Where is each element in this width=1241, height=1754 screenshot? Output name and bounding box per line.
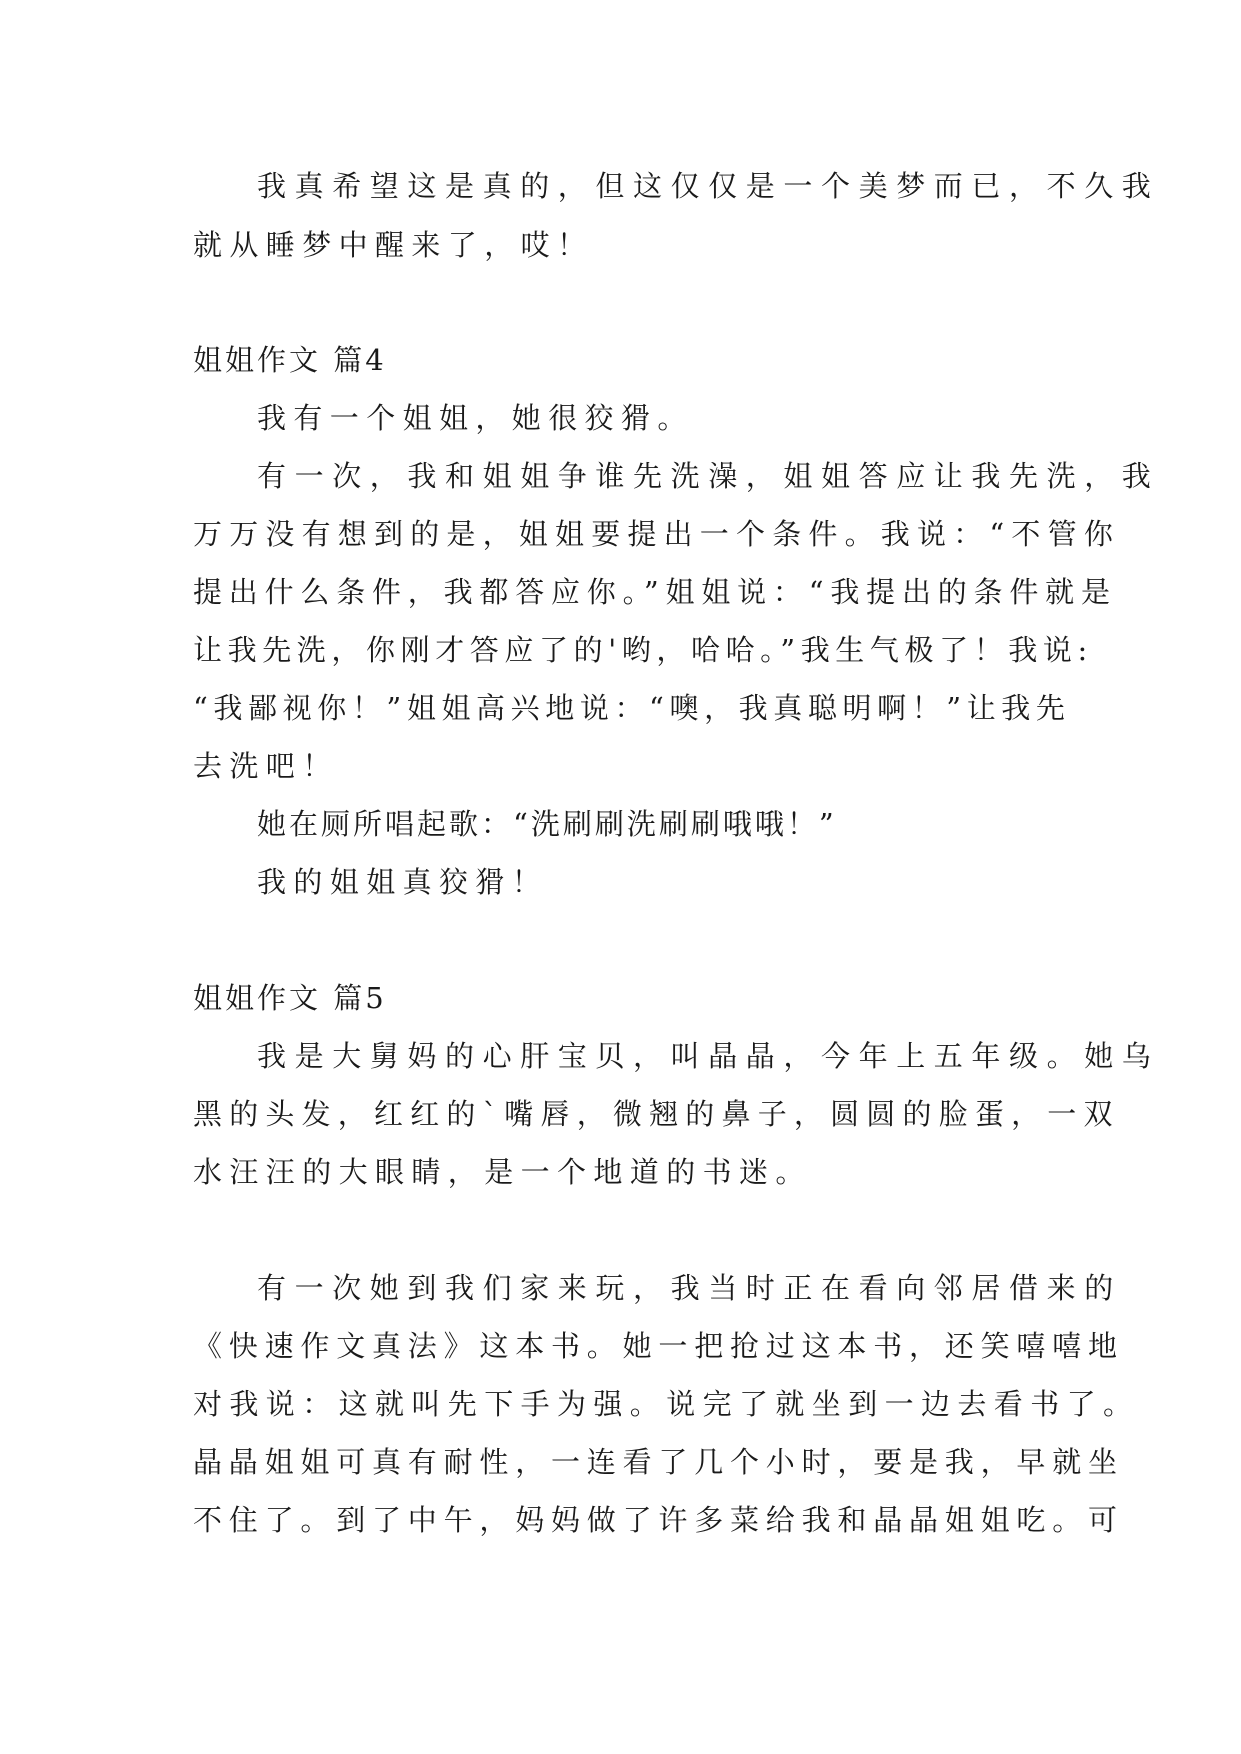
paragraph-line: “我鄙视你！”姐姐高兴地说：“噢，我真聪明啊！”让我先 (193, 691, 1071, 725)
section-heading: 姐姐作文 篇5 (193, 981, 387, 1015)
section-heading: 姐姐作文 篇4 (193, 343, 387, 377)
paragraph-line: 她在厕所唱起歌：“洗刷刷洗刷刷哦哦！” (257, 807, 837, 841)
paragraph-line: 就从睡梦中醒来了，哎！ (193, 228, 594, 262)
paragraph-line: 提出什么条件，我都答应你。”姐姐说：“我提出的条件就是 (193, 575, 1117, 609)
paragraph-line: 不住了。到了中午，妈妈做了许多菜给我和晶晶姐姐吃。可 (193, 1503, 1124, 1537)
paragraph-line: 让我先洗，你刚才答应了的'哟，哈哈。”我生气极了！我说: (193, 633, 1093, 667)
paragraph-line: 《快速作文真法》这本书。她一把抢过这本书，还笑嘻嘻地 (193, 1329, 1124, 1363)
paragraph-line: 对我说：这就叫先下手为强。说完了就坐到一边去看书了。 (193, 1387, 1140, 1421)
paragraph-line: 万万没有想到的是，姐姐要提出一个条件。我说：“不管你 (193, 517, 1121, 551)
paragraph-line: 水汪汪的大眼睛，是一个地道的书迷。 (193, 1155, 812, 1189)
paragraph-line: 我的姐姐真狡猾！ (257, 865, 549, 899)
paragraph-line: 我是大舅妈的心肝宝贝，叫晶晶，今年上五年级。她乌 (257, 1039, 1160, 1073)
paragraph-line: 有一次，我和姐姐争谁先洗澡，姐姐答应让我先洗，我 (257, 459, 1160, 493)
paragraph-line: 黑的头发，红红的`嘴唇，微翘的鼻子，圆圆的脸蛋，一双 (193, 1097, 1120, 1131)
paragraph-line: 我真希望这是真的，但这仅仅是一个美梦而已，不久我 (257, 169, 1160, 203)
paragraph-line: 我有一个姐姐，她很狡猾。 (257, 401, 694, 435)
paragraph-line: 有一次她到我们家来玩，我当时正在看向邻居借来的 (257, 1271, 1122, 1305)
paragraph-line: 晶晶姐姐可真有耐性，一连看了几个小时，要是我，早就坐 (193, 1445, 1124, 1479)
paragraph-line: 去洗吧！ (193, 749, 339, 783)
